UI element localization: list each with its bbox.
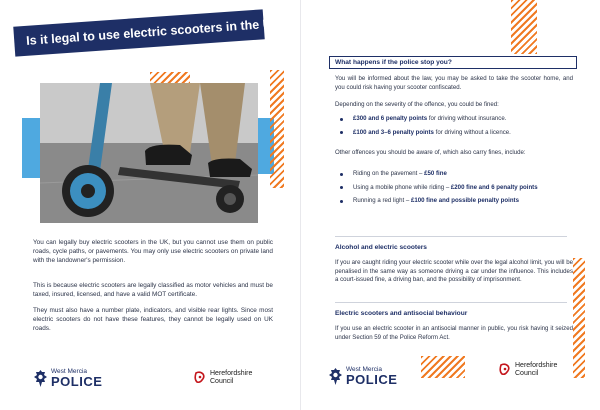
orange-stripes-bottom	[421, 356, 465, 378]
right-page	[300, 0, 600, 410]
police-logo-line2: POLICE	[346, 372, 398, 387]
orange-stripes-side	[270, 70, 284, 188]
council-logo-line2: Council	[515, 369, 539, 377]
fine-item: £100 and 3–6 penalty points for driving without a licence.	[335, 129, 573, 138]
title-banner	[13, 9, 289, 56]
scooter-illustration	[40, 83, 258, 223]
offence-item: Riding on the pavement – £50 fine	[335, 170, 573, 179]
asb-heading: Electric scooters and antisocial behaviour	[335, 310, 468, 317]
section-divider	[335, 302, 567, 303]
police-logo-line1: West Mercia	[346, 366, 382, 373]
fines-list	[335, 115, 573, 142]
requirements-paragraph: They must also have a number plate, indicators, and visible rear lights. Since most electric scooters do not have these features, they cannot be legally used on UK roads.	[33, 307, 273, 333]
police-crest-icon	[34, 370, 47, 387]
herefordshire-council-logo	[194, 370, 252, 385]
alcohol-paragraph: If you are caught riding your electric scooter while over the legal alcohol limit, you will be penalised in the same way as someone driving a car under the influence. This includes a court-issued fine, a driving ban, and the possibility of imprisonment.	[335, 259, 573, 284]
fine-item: £300 and 6 penalty points for driving without insurance.	[335, 115, 573, 124]
council-logo-line2: Council	[210, 377, 234, 385]
council-logo-line1: Herefordshire	[515, 362, 558, 369]
police-logo-line2: POLICE	[51, 374, 103, 389]
severity-intro: Depending on the severity of the offence, you could be fined:	[335, 101, 499, 108]
council-mark-icon	[499, 363, 512, 377]
council-mark-icon	[194, 371, 207, 385]
police-crest-icon	[329, 368, 342, 385]
herefordshire-council-logo	[499, 362, 557, 377]
section-divider	[335, 236, 567, 237]
police-stop-heading: What happens if the police stop you?	[335, 59, 452, 66]
asb-paragraph: If you use an electric scooter in an antisocial manner in public, you risk having it seized under Section 59 of the Police Reform Act.	[335, 325, 573, 341]
west-mercia-police-logo	[34, 368, 102, 388]
offence-item: Using a mobile phone while riding – £200 fine and 6 penalty points	[335, 184, 573, 193]
orange-stripes-side	[573, 258, 585, 378]
police-logo-line1: West Mercia	[51, 368, 87, 375]
police-stop-intro: You will be informed about the law, you may be asked to take the scooter home, and you could risk having your scooter confiscated.	[335, 75, 573, 91]
offence-item: Running a red light – £100 fine and possible penalty points	[335, 197, 573, 206]
intro-paragraph: You can legally buy electric scooters in the UK, but you cannot use them on public roads, cycle paths, or pavements. You may only use electric scooters on private land with the landowner's permission.	[33, 239, 273, 265]
west-mercia-police-logo	[329, 366, 397, 386]
alcohol-heading: Alcohol and electric scooters	[335, 244, 427, 251]
classification-paragraph: This is because electric scooters are legally classified as motor vehicles and must be taxed, insured, licensed, and have a valid MOT certificate.	[33, 282, 273, 299]
offences-list	[335, 170, 573, 211]
orange-stripes-top	[511, 0, 537, 54]
council-logo-line1: Herefordshire	[210, 370, 253, 377]
page-title: Is it legal to use electric scooters in the UK?	[25, 15, 289, 48]
scooter-photo	[40, 83, 258, 223]
other-offences-intro: Other offences you should be aware of, which also carry fines, include:	[335, 149, 526, 156]
